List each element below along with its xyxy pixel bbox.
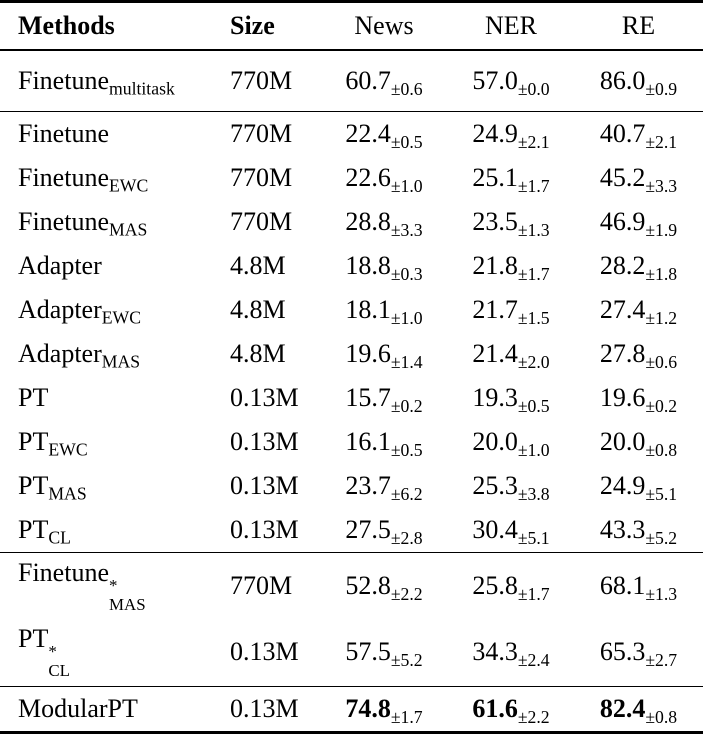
score-value: 82.4: [599, 693, 646, 723]
score-cell-ner: [448, 332, 574, 376]
score-std: ±0.9: [645, 79, 678, 100]
table-row: [0, 508, 703, 553]
score-value: 57.0: [472, 66, 518, 95]
method-superscript: *: [48, 642, 57, 662]
score-value: 27.5: [345, 515, 391, 544]
score-value: 60.7: [345, 66, 391, 95]
score-std: ±1.3: [517, 220, 550, 241]
score-std: ±1.0: [390, 176, 423, 197]
score-value: 25.8: [472, 571, 518, 601]
method-subscript: MAS: [48, 483, 87, 504]
table-row: [0, 288, 703, 332]
score-cell-ner: [448, 553, 574, 620]
method-subscript: CL: [48, 527, 71, 548]
table-row: [0, 112, 703, 157]
score-std: ±1.7: [517, 176, 550, 197]
method-name: PT: [18, 471, 49, 500]
score-value: 65.3: [599, 637, 646, 667]
score-std: ±0.5: [517, 396, 550, 417]
score-value: 28.8: [345, 207, 391, 236]
size-cell: 770M: [230, 119, 293, 148]
method-name: Finetune: [18, 207, 109, 236]
size-cell: 770M: [230, 163, 293, 192]
table-header: [0, 2, 703, 51]
score-cell-news: [320, 112, 448, 157]
score-std: ±1.3: [645, 584, 678, 605]
score-value: 74.8: [345, 693, 391, 723]
score-std: ±5.2: [390, 650, 423, 671]
method-cell: [0, 244, 230, 288]
method-subscript: MAS: [109, 594, 146, 614]
score-cell-ner: [448, 50, 574, 112]
score-std: ±3.3: [390, 220, 423, 241]
method-name: PT: [18, 427, 49, 456]
header-row: [0, 2, 703, 51]
method-subscript: EWC: [101, 307, 142, 328]
score-value: 30.4: [472, 515, 518, 544]
score-std: ±2.2: [517, 706, 550, 727]
score-cell-ner: [448, 288, 574, 332]
score-value: 21.7: [472, 295, 518, 324]
score-value: 19.6: [599, 383, 646, 412]
score-std: ±2.2: [390, 584, 423, 605]
method-subscript: MAS: [109, 219, 148, 240]
score-std: ±1.5: [517, 308, 550, 329]
score-cell-ner: [448, 420, 574, 464]
score-cell-ner: [448, 112, 574, 157]
score-cell-re: [574, 50, 703, 112]
score-value: 23.5: [472, 207, 518, 236]
score-cell-ner: [448, 464, 574, 508]
table-row: [0, 553, 703, 620]
score-value: 46.9: [599, 207, 646, 236]
score-cell-re: [574, 508, 703, 553]
method-subscript: EWC: [109, 175, 149, 196]
score-cell-news: [320, 686, 448, 732]
score-std: ±5.1: [517, 528, 550, 549]
score-value: 86.0: [599, 66, 646, 95]
score-cell-re: [574, 553, 703, 620]
table-row: [0, 420, 703, 464]
score-cell-re: [574, 288, 703, 332]
score-std: ±2.7: [645, 650, 678, 671]
score-cell-re: [574, 464, 703, 508]
score-std: ±1.7: [517, 584, 550, 605]
header-methods: Methods: [18, 11, 115, 40]
score-cell-news: [320, 508, 448, 553]
score-cell-news: [320, 50, 448, 112]
method-subscript: CL: [48, 661, 70, 681]
score-cell-re: [574, 156, 703, 200]
score-value: 22.4: [345, 119, 391, 148]
score-std: ±5.2: [645, 528, 678, 549]
score-std: ±3.3: [645, 176, 678, 197]
header-ner: NER: [485, 11, 537, 40]
section-baselines: [0, 112, 703, 553]
score-value: 18.8: [345, 251, 391, 280]
score-value: 57.5: [345, 637, 391, 667]
method-cell: [0, 553, 230, 620]
method-name: Finetune: [18, 163, 109, 192]
score-value: 27.4: [599, 295, 646, 324]
table-row: [0, 332, 703, 376]
section-starred: [0, 553, 703, 687]
table-row: [0, 50, 703, 112]
score-value: 68.1: [599, 571, 646, 601]
score-std: ±0.2: [390, 396, 423, 417]
score-std: ±2.4: [517, 650, 550, 671]
score-std: ±1.2: [645, 308, 678, 329]
score-std: ±0.0: [517, 79, 550, 100]
method-name: Finetune: [18, 119, 109, 148]
size-cell: 0.13M: [230, 515, 299, 544]
method-cell: [0, 332, 230, 376]
size-cell: 4.8M: [230, 339, 286, 368]
size-cell: 4.8M: [230, 295, 286, 324]
score-std: ±2.1: [645, 132, 678, 153]
score-std: ±1.0: [390, 308, 423, 329]
score-value: 21.4: [472, 339, 518, 368]
score-std: ±0.5: [390, 440, 423, 461]
method-cell: [0, 156, 230, 200]
score-cell-news: [320, 619, 448, 686]
score-cell-news: [320, 464, 448, 508]
score-std: ±0.2: [645, 396, 678, 417]
score-value: 34.3: [472, 637, 518, 667]
method-name: Adapter: [18, 339, 102, 368]
score-cell-news: [320, 244, 448, 288]
table-row: [0, 244, 703, 288]
score-std: ±0.8: [645, 440, 678, 461]
score-cell-re: [574, 244, 703, 288]
score-std: ±5.1: [645, 484, 678, 505]
method-name: ModularPT: [18, 693, 138, 723]
score-cell-news: [320, 376, 448, 420]
score-cell-ner: [448, 619, 574, 686]
header-news: News: [354, 11, 414, 40]
score-std: ±1.9: [645, 220, 678, 241]
score-std: ±0.6: [390, 79, 423, 100]
score-cell-re: [574, 112, 703, 157]
size-cell: 4.8M: [230, 251, 286, 280]
score-value: 52.8: [345, 571, 391, 601]
size-cell: 770M: [230, 207, 293, 236]
score-value: 21.8: [472, 251, 518, 280]
method-cell: [0, 508, 230, 553]
method-cell: [0, 420, 230, 464]
score-value: 19.3: [472, 383, 518, 412]
score-value: 22.6: [345, 163, 391, 192]
score-value: 24.9: [599, 471, 646, 500]
score-value: 28.2: [599, 251, 646, 280]
score-std: ±1.4: [390, 352, 423, 373]
section-multitask: [0, 50, 703, 112]
score-std: ±2.8: [390, 528, 423, 549]
size-cell: 770M: [230, 571, 293, 601]
score-value: 40.7: [599, 119, 646, 148]
table-row: [0, 200, 703, 244]
score-value: 43.3: [599, 515, 646, 544]
size-cell: 0.13M: [230, 427, 299, 456]
score-cell-re: [574, 376, 703, 420]
score-std: ±0.3: [390, 264, 423, 285]
score-std: ±0.8: [645, 706, 678, 727]
score-cell-ner: [448, 686, 574, 732]
method-name: Finetune: [18, 66, 109, 95]
score-cell-news: [320, 288, 448, 332]
method-cell: [0, 464, 230, 508]
method-name: PT: [18, 383, 49, 412]
score-cell-ner: [448, 244, 574, 288]
score-cell-ner: [448, 376, 574, 420]
table-row: [0, 376, 703, 420]
score-value: 27.8: [599, 339, 646, 368]
method-cell: [0, 112, 230, 157]
method-cell: [0, 288, 230, 332]
method-name: PT: [18, 515, 49, 544]
size-cell: 770M: [230, 66, 293, 95]
method-cell: [0, 686, 230, 732]
method-cell: [0, 619, 230, 686]
score-value: 23.7: [345, 471, 391, 500]
score-cell-news: [320, 332, 448, 376]
score-value: 15.7: [345, 383, 391, 412]
score-cell-re: [574, 200, 703, 244]
score-cell-re: [574, 619, 703, 686]
score-cell-re: [574, 420, 703, 464]
score-std: ±2.1: [517, 132, 550, 153]
score-value: 61.6: [472, 693, 518, 723]
score-value: 24.9: [472, 119, 518, 148]
score-std: ±6.2: [390, 484, 423, 505]
method-name: Adapter: [18, 295, 102, 324]
method-name: Adapter: [18, 251, 102, 280]
method-cell: [0, 376, 230, 420]
method-supsub: [48, 643, 70, 680]
score-cell-news: [320, 553, 448, 620]
score-std: ±1.7: [517, 264, 550, 285]
score-cell-news: [320, 200, 448, 244]
score-value: 25.1: [472, 163, 518, 192]
header-size: Size: [230, 11, 275, 40]
method-cell: [0, 50, 230, 112]
score-cell-ner: [448, 156, 574, 200]
score-cell-ner: [448, 200, 574, 244]
table-row: [0, 156, 703, 200]
size-cell: 0.13M: [230, 383, 299, 412]
score-value: 16.1: [345, 427, 391, 456]
method-subscript: multitask: [109, 78, 175, 99]
size-cell: 0.13M: [230, 471, 299, 500]
score-value: 25.3: [472, 471, 518, 500]
method-name: PT: [18, 624, 49, 654]
method-subscript: EWC: [48, 439, 88, 460]
score-value: 18.1: [345, 295, 391, 324]
method-name: Finetune: [18, 558, 109, 587]
size-cell: 0.13M: [230, 693, 299, 723]
score-std: ±1.0: [517, 440, 550, 461]
score-std: ±2.0: [517, 352, 550, 373]
method-subscript: MAS: [101, 351, 141, 372]
score-std: ±3.8: [517, 484, 550, 505]
score-cell-ner: [448, 508, 574, 553]
table-row: [0, 619, 703, 686]
score-value: 20.0: [599, 427, 646, 456]
size-cell: 0.13M: [230, 637, 299, 667]
score-cell-news: [320, 420, 448, 464]
score-cell-news: [320, 156, 448, 200]
score-std: ±1.7: [390, 706, 423, 727]
table-row: [0, 686, 703, 732]
section-modularpt: [0, 686, 703, 732]
method-cell: [0, 200, 230, 244]
header-re: RE: [621, 11, 656, 40]
method-superscript: *: [109, 576, 118, 596]
score-std: ±0.6: [645, 352, 678, 373]
table-row: [0, 464, 703, 508]
score-std: ±1.8: [645, 264, 678, 285]
score-std: ±0.5: [390, 132, 423, 153]
score-value: 19.6: [345, 339, 391, 368]
score-cell-re: [574, 686, 703, 732]
score-cell-re: [574, 332, 703, 376]
method-supsub: [109, 577, 146, 614]
score-value: 20.0: [472, 427, 518, 456]
score-value: 45.2: [599, 163, 646, 192]
